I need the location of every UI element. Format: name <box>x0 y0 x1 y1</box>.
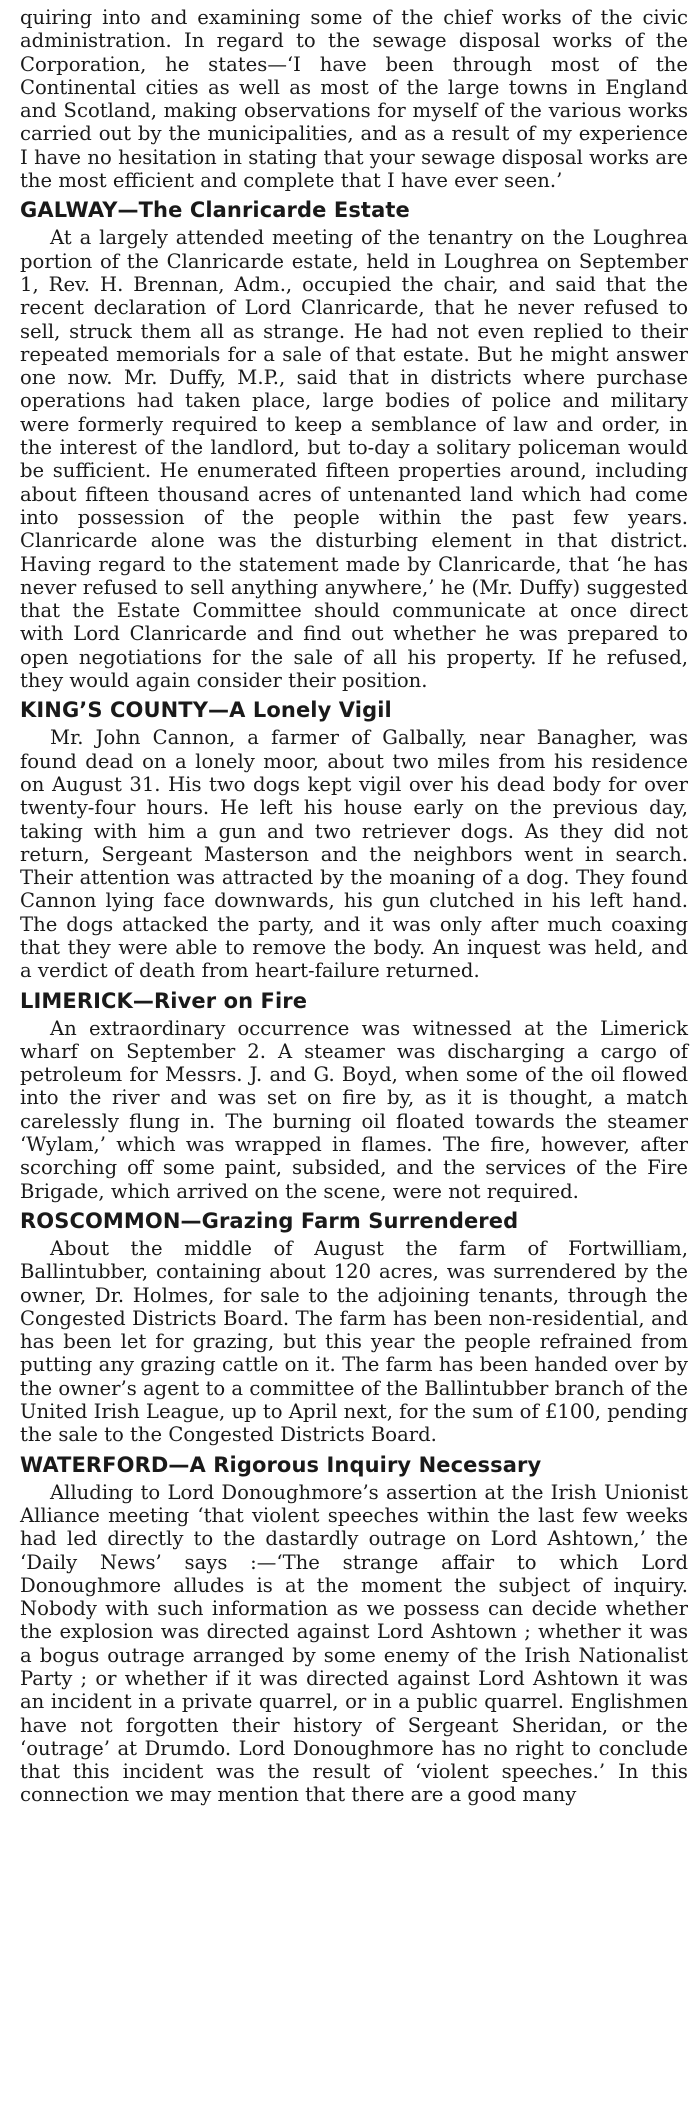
section-body-roscommon: About the middle of August the farm of Fortwilliam, Ballintubber, containing about 120 acres, was surrendered by the owner, Dr. Holmes, for sale to the adjoining tenants, through the Congested Districts Board. The farm has been non-residential, and has been let for grazing, but this year the people refrained from putting any grazing cattle on it. The farm has been handed over by the owner’s agent to a committee of the Ballintubber branch of the United Irish League, up to April next, for the sum of £100, pending the sale to the Congested Districts Board. <box>20 1236 688 1447</box>
section-body-galway: At a largely attended meeting of the tenantry on the Loughrea portion of the Clanricarde estate, held in Loughrea on September 1, Rev. H. Brennan, Adm., occupied the chair, and said that the recent declaration of Lord Clanricarde, that he never refused to sell, struck them all as strange. He had not even replied to their repeated memorials for a sale of that estate. But he might answer one now. Mr. Duffy, M.P., said that in districts where purchase operations had taken place, large bodies of police and military were formerly required to keep a semblance of law and order, in the interest of the landlord, but to-day a solitary policeman would be sufficient. He enumerated fifteen properties around, including about fifteen thousand acres of untenanted land which had come into possession of the people within the past few years. Clanricarde alone was the disturbing element in that district. Having regard to the statement made by Clanricarde, that ‘he has never refused to sell anything anywhere,’ he (Mr. Duffy) suggested that the Estate Committee should communicate at once direct with Lord Clanricarde and find out whether he was prepared to open negotiations for the sale of all his property. If he refused, they would again consider their position. <box>20 226 688 693</box>
section-body-waterford: Alluding to Lord Donoughmore’s assertion at the Irish Unionist Alliance meeting ‘that violent speeches within the last few weeks had led directly to the dastardly outrage on Lord Ashtown,’ the ‘Daily News’ says :—‘The strange affair to which Lord Donoughmore alludes is at the moment the subject of inquiry. Nobody with such information as we possess can decide whether the explosion was directed against Lord Ashtown ; whether it was a bogus outrage arranged by some enemy of the Irish Nationalist Party ; or whether if it was directed against Lord Ashtown it was an incident in a private quarrel, or in a public quarrel. Englishmen have not forgotten their history of Sergeant Sheridan, or the ‘outrage’ at Drumdo. Lord Donoughmore has no right to conclude that this incident was the result of ‘violent speeches.’ In this connection we may mention that there are a good many <box>20 1480 688 1807</box>
section-body-kings-county: Mr. John Cannon, a farmer of Galbally, near Banagher, was found dead on a lonely moor, about two miles from his residence on August 31. His two dogs kept vigil over his dead body for over twenty-four hours. He left his house early on the previous day, taking with him a gun and two retriever dogs. As they did not return, Sergeant Masterson and the neighbors went in search. Their attention was attracted by the moaning of a dog. They found Cannon lying face downwards, his gun clutched in his left hand. The dogs attacked the party, and it was only after much coaxing that they were able to remove the body. An inquest was held, and a verdict of death from heart-failure returned. <box>20 726 688 983</box>
section-heading-roscommon: ROSCOMMON—Grazing Farm Surrendered <box>20 1208 519 1233</box>
intro-paragraph: quiring into and examining some of the chief works of the civic administration. In regard to the sewage disposal works of the Corporation, he states—‘I have been through most of the Continental cities as well as most of the large towns in England and Scotland, making observations for myself of the various works carried out by the municipalities, and as a result of my experience I have no hesitation in stating that your sewage disposal works are the most efficient and complete that I have ever seen.’ <box>20 6 688 193</box>
section-heading-waterford: WATERFORD—A Rigorous Inquiry Necessary <box>20 1452 542 1477</box>
section-heading-galway: GALWAY—The Clanricarde Estate <box>20 198 410 223</box>
section-heading-limerick: LIMERICK—River on Fire <box>20 988 308 1013</box>
section-body-limerick: An extraordinary occurrence was witnessed at the Limerick wharf on September 2. A steamer was discharging a cargo of petroleum for Messrs. J. and G. Boyd, when some of the oil flowed into the river and was set on fire by, as it is thought, a match carelessly flung in. The burning oil floated towards the steamer ‘Wylam,’ which was wrapped in flames. The fire, however, after scorching off some paint, subsided, and the services of the Fire Brigade, which arrived on the scene, were not required. <box>20 1016 688 1203</box>
section-heading-kings-county: KING’S COUNTY—A Lonely Vigil <box>20 698 392 723</box>
